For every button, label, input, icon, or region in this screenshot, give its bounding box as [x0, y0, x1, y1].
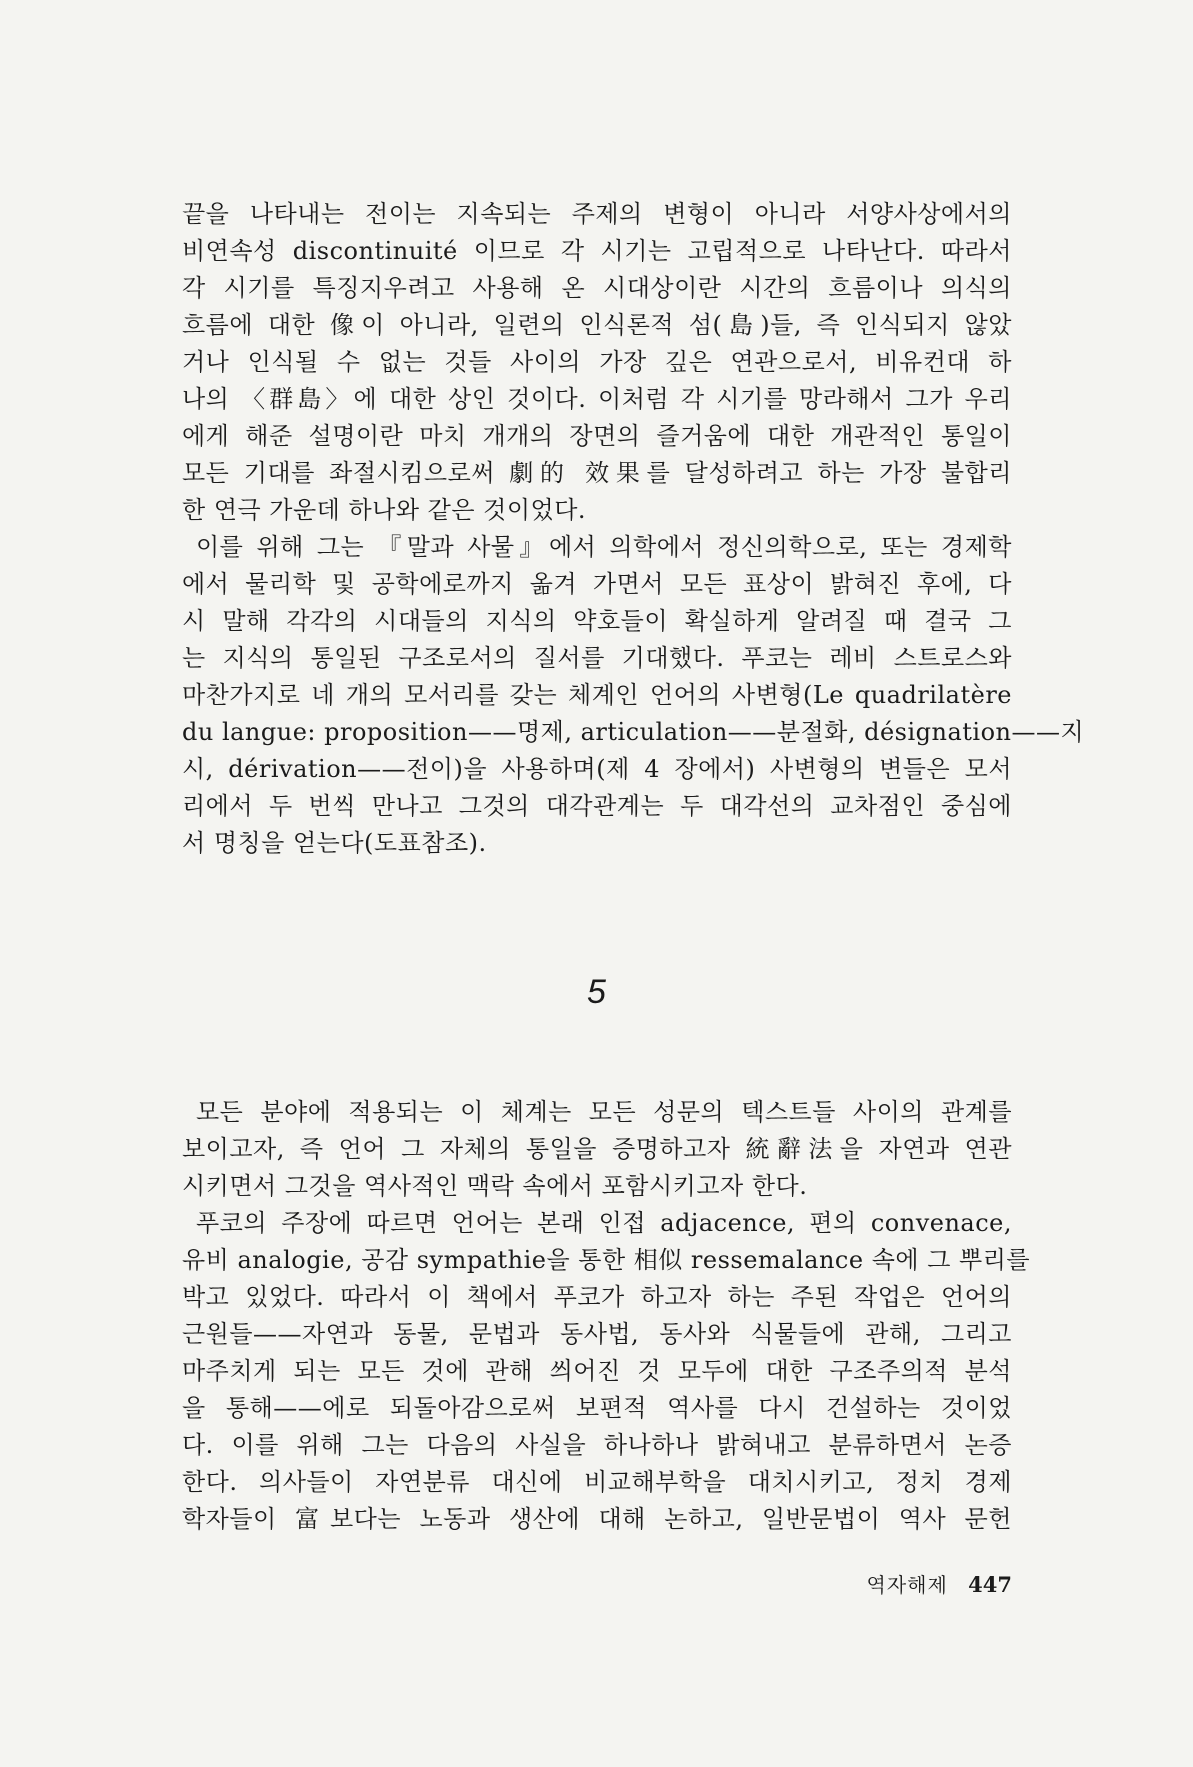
page-number: 447: [968, 1572, 1012, 1597]
body-text-top: [182, 196, 1085, 862]
text-line: 모든 기대를 좌절시킴으로써 劇的 效果를 달성하려고 하는 가장 불합리: [182, 459, 1012, 487]
text-line: 에서 물리학 및 공학에로까지 옮겨 가면서 모든 표상이 밝혀진 후에, 다: [182, 570, 1012, 598]
text-line: 끝을 나타내는 전이는 지속되는 주제의 변형이 아니라 서양사상에서의: [182, 200, 1012, 228]
text-line: 을 통해——에로 되돌아감으로써 보편적 역사를 다시 건설하는 것이었: [182, 1394, 1012, 1422]
text-line: 에게 해준 설명이란 마치 개개의 장면의 즐거움에 대한 개관적인 통일이: [182, 422, 1012, 450]
text-line: 는 지식의 통일된 구조로서의 질서를 기대했다. 푸코는 레비 스트로스와: [182, 644, 1012, 672]
text-line: 시 말해 각각의 시대들의 지식의 약호들이 확실하게 알려질 때 결국 그: [182, 607, 1012, 635]
page-footer: [820, 1571, 1012, 1599]
text-line: 보이고자, 즉 언어 그 자체의 통일을 증명하고자 統辭法을 자연과 연관: [182, 1135, 1012, 1163]
text-line: 흐름에 대한 像이 아니라, 일련의 인식론적 섬(島)들, 즉 인식되지 않았: [182, 311, 1012, 339]
body-text-bottom: [182, 1094, 1031, 1538]
text-line: 시키면서 그것을 역사적인 맥락 속에서 포함시키고자 한다.: [182, 1172, 808, 1200]
section-number: 5: [587, 973, 606, 1011]
text-line: 한다. 의사들이 자연분류 대신에 비교해부학을 대치시키고, 정치 경제: [182, 1468, 1012, 1496]
text-line: 비연속성 discontinuité 이므로 각 시기는 고립적으로 나타난다. 따라서: [182, 237, 1012, 265]
text-line: 나의 〈群島〉에 대한 상인 것이다. 이처럼 각 시기를 망라해서 그가 우리: [182, 385, 1012, 413]
text-line: 마찬가지로 네 개의 모서리를 갖는 체계인 언어의 사변형(Le quadrilatère: [182, 681, 1012, 709]
text-line: 유비 analogie, 공감 sympathie을 통한 相似 ressemalance 속에 그 뿌리를: [182, 1246, 1031, 1274]
running-title: 역자해제: [866, 1573, 948, 1597]
text-line: 각 시기를 특징지우려고 사용해 온 시대상이란 시간의 흐름이나 의식의: [182, 274, 1012, 302]
text-line: 이를 위해 그는 『말과 사물』에서 의학에서 정신의학으로, 또는 경제학: [196, 533, 1012, 561]
text-line: 한 연극 가운데 하나와 같은 것이었다.: [182, 496, 587, 524]
text-line: 다. 이를 위해 그는 다음의 사실을 하나하나 밝혀내고 분류하면서 논증: [182, 1431, 1012, 1459]
text-line: 리에서 두 번씩 만나고 그것의 대각관계는 두 대각선의 교차점인 중심에: [182, 792, 1012, 820]
text-line: 푸코의 주장에 따르면 언어는 본래 인접 adjacence, 편의 convenace,: [196, 1209, 1012, 1237]
text-line: 서 명칭을 얻는다(도표참조).: [182, 829, 487, 857]
text-line: 박고 있었다. 따라서 이 책에서 푸코가 하고자 하는 주된 작업은 언어의: [182, 1283, 1012, 1311]
text-line: 근원들——자연과 동물, 문법과 동사법, 동사와 식물들에 관해, 그리고: [182, 1320, 1012, 1348]
text-line: 시, dérivation——전이)을 사용하며(제 4 장에서) 사변형의 변들은 모서: [182, 755, 1012, 783]
text-line: 마주치게 되는 모든 것에 관해 씌어진 것 모두에 대한 구조주의적 분석: [182, 1357, 1012, 1385]
text-line: 거나 인식될 수 없는 것들 사이의 가장 깊은 연관으로서, 비유컨대 하: [182, 348, 1012, 376]
text-line: du langue: proposition——명제, articulation——분절화, désignation——지: [182, 718, 1085, 746]
text-line: 학자들이 富보다는 노동과 생산에 대해 논하고, 일반문법이 역사 문헌: [182, 1505, 1012, 1533]
text-line: 모든 분야에 적용되는 이 체계는 모든 성문의 텍스트들 사이의 관계를: [196, 1098, 1012, 1126]
